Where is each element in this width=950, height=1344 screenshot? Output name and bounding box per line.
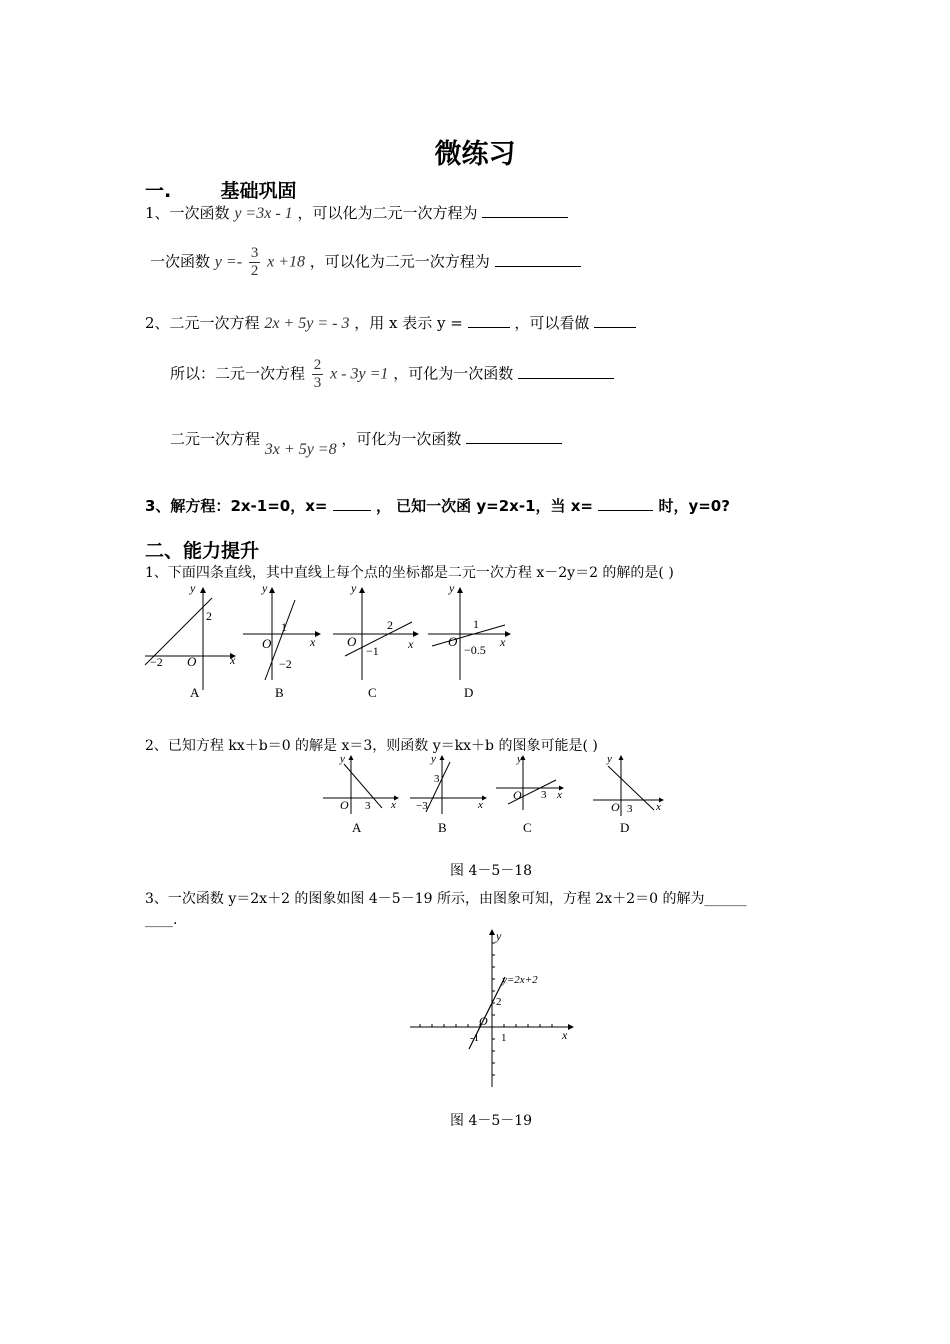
graph-b-y-label: y	[262, 581, 268, 595]
q2-graph-a-origin-label: O	[340, 798, 349, 812]
figure-caption-19: 图 4－5－19	[450, 1113, 533, 1129]
graph-c-origin-label: O	[347, 634, 357, 649]
fraction	[249, 245, 261, 280]
s1-q3-text-b: ， 已知一次函 y=2x-1，当 x=	[375, 497, 593, 515]
s1-q2-line3-text-b: ，可化为一次函数	[341, 430, 462, 448]
q2-graph-d-label: D	[620, 820, 630, 835]
s1-q2-line2-equation: x - 3y =1	[330, 365, 389, 383]
graph-c-tick-label: −1	[366, 644, 379, 658]
q2-graph-c-x-label: x	[557, 789, 562, 801]
s2-q3-line2: ____.	[145, 912, 178, 928]
s1-q2-line3	[170, 428, 562, 458]
s1-q1-equation: y =3x - 1	[234, 205, 293, 222]
answer-blank[interactable]	[598, 496, 653, 511]
fig19-equation-label: y=2x+2	[502, 974, 538, 986]
page-title: 微练习	[434, 139, 516, 170]
graph-d-tick-label: 1	[473, 617, 479, 631]
fig19-origin-label: O	[479, 1014, 488, 1028]
graph-c-x-label: x	[408, 637, 414, 651]
s1-q1-line2	[150, 245, 581, 280]
s1-q1-line1	[145, 202, 568, 223]
s2-q2-text: 2、已知方程 kx＋b＝0 的解是 x＝3，则函数 y＝kx＋b 的图象可能是( )	[145, 738, 598, 754]
s2-q1-graphs	[140, 580, 520, 705]
fig19-tick-label: 1	[501, 1032, 507, 1044]
answer-blank[interactable]	[333, 496, 371, 511]
graph-c	[333, 581, 418, 700]
graph-b-x-label: x	[310, 635, 316, 649]
s1-q2-line2-text-b: ，可化为一次函数	[393, 364, 514, 383]
section1-heading-text: 基础巩固	[220, 180, 297, 202]
s1-q3	[145, 495, 730, 516]
fraction-numerator: 3	[250, 245, 259, 261]
s1-q2-line2	[170, 357, 614, 392]
s1-q2-text-b: ，用 x 表示 y =	[354, 314, 463, 332]
fig19-y-label: y	[496, 929, 502, 943]
answer-blank[interactable]	[495, 252, 581, 267]
s1-q2-text-c: ，可以看做	[514, 314, 590, 332]
s1-q1-line2-eq-pre: y =-	[214, 253, 243, 271]
s1-q1-text: 1、一次函数	[145, 204, 230, 222]
q2-graph-c-y-label: y	[517, 753, 522, 765]
s2-q3-line1: 3、一次函数 y＝2x＋2 的图象如图 4－5－19 所示，由图象可知，方程 2x＋2＝0 的解为______	[145, 891, 747, 907]
answer-blank[interactable]	[468, 313, 510, 328]
graph-a-x-label: x	[230, 653, 236, 667]
q2-graph-b	[410, 753, 486, 835]
graph-d-x-label: x	[500, 635, 506, 649]
graph-b-origin-label: O	[262, 636, 272, 651]
q2-graph-d-y-label: y	[607, 753, 612, 765]
q2-graph-b-tick-label: −3	[416, 800, 428, 812]
q2-graph-a-x-label: x	[391, 799, 396, 811]
q2-graph-c-label: C	[523, 820, 532, 835]
answer-blank[interactable]	[594, 313, 636, 328]
q2-graph-d-origin-label: O	[611, 800, 620, 814]
fig19-tick-label: 2	[496, 996, 502, 1008]
section1-heading-num: 一.	[145, 180, 172, 202]
s1-q1-text-b: ，可以化为二元一次方程为	[297, 204, 478, 222]
graph-d	[428, 581, 510, 700]
fraction	[312, 357, 324, 392]
answer-blank[interactable]	[482, 203, 568, 218]
graph-b-tick-label: 1	[281, 620, 287, 634]
q2-graph-a-tick-label: 3	[365, 800, 371, 812]
section2-heading: 二、能力提升	[145, 540, 260, 562]
s1-q1-line2-text: 一次函数	[150, 252, 211, 271]
graph-a-y-label: y	[190, 581, 196, 595]
fraction-denominator: 2	[250, 263, 259, 279]
graph-d-label: D	[464, 685, 474, 700]
s1-q2-line3-equation: 3x + 5y =8	[264, 441, 337, 458]
graph-c-tick-label: 2	[387, 618, 393, 632]
figure-4-5-19	[405, 925, 585, 1095]
graph-b	[243, 581, 320, 700]
s1-q3-text-c: 时，y=0?	[658, 497, 730, 515]
s1-q2-line3-text: 二元一次方程	[170, 430, 261, 448]
q2-graph-d-tick-label: 3	[627, 803, 633, 815]
s1-q2-text: 2、二元一次方程	[145, 314, 260, 332]
q2-graph-b-x-label: x	[478, 799, 483, 811]
s1-q1-line2-eq-post: x +18	[267, 253, 305, 271]
s1-q2-equation: 2x + 5y = - 3	[264, 315, 350, 332]
q2-graph-c	[496, 753, 563, 835]
q2-graph-d	[593, 753, 663, 835]
graph-a-tick-label: −2	[150, 655, 163, 669]
graph-d-y-label: y	[449, 581, 455, 595]
answer-blank[interactable]	[466, 429, 562, 444]
fig19-x-label: x	[562, 1028, 568, 1042]
graph-c-label: C	[368, 685, 377, 700]
section1-heading	[145, 176, 296, 203]
s2-q1-text: 1、下面四条直线，其中直线上每个点的坐标都是二元一次方程 x－2y＝2 的解的是( )	[145, 565, 674, 581]
s1-q2-line1	[145, 312, 636, 333]
graph-a-origin-label: O	[187, 654, 197, 669]
graph-b-tick-label: −2	[279, 657, 292, 671]
graph-a	[145, 581, 236, 700]
q2-graph-b-y-label: y	[431, 753, 436, 765]
graph-b-label: B	[275, 685, 284, 700]
q2-graph-b-tick-label: 3	[434, 773, 440, 785]
q2-graph-c-tick-label: 3	[541, 789, 547, 801]
q2-graph-b-label: B	[438, 820, 447, 835]
fraction-numerator: 2	[313, 357, 322, 373]
s1-q2-line2-text: 所以：二元一次方程	[170, 364, 306, 383]
q2-graph-a	[323, 753, 398, 835]
fig19-tick-label: -1	[470, 1032, 480, 1044]
fraction-denominator: 3	[313, 375, 322, 391]
graph-a-label: A	[190, 685, 200, 700]
s2-q2-graphs	[318, 752, 668, 840]
q2-graph-a-label: A	[352, 820, 362, 835]
graph-d-tick-label: −0.5	[464, 643, 486, 657]
figure-caption-18: 图 4－5－18	[450, 863, 533, 879]
q2-graph-d-x-label: x	[656, 801, 661, 813]
graph-c-y-label: y	[351, 581, 357, 595]
q2-graph-c-origin-label: O	[513, 788, 522, 802]
graph-d-origin-label: O	[448, 634, 458, 649]
graph-a-tick-label: 2	[206, 609, 212, 623]
s1-q3-text-a: 3、解方程：2x-1=0，x=	[145, 497, 328, 515]
s1-q1-line2-text-b: ，可以化为二元一次方程为	[309, 252, 490, 271]
answer-blank[interactable]	[518, 364, 614, 379]
q2-graph-a-y-label: y	[340, 753, 345, 765]
